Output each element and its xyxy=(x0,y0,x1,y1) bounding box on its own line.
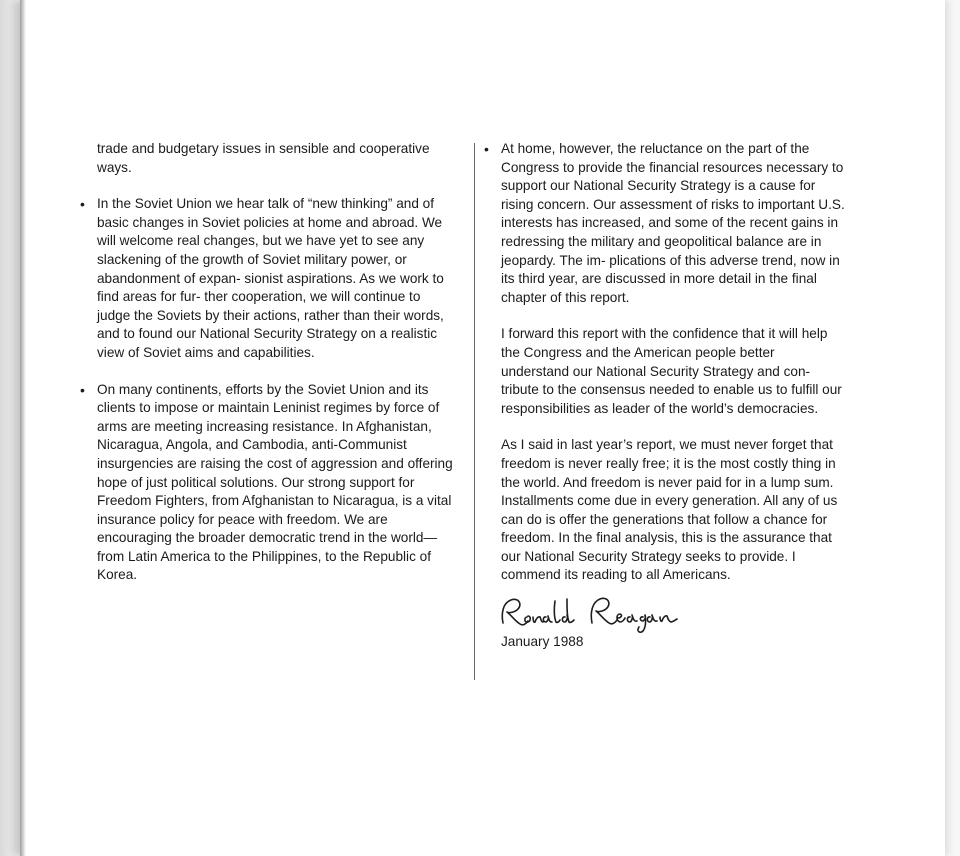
freedom-paragraph: As I said in last year’s report, we must never forget that freedom is never really free; it is the most costly thing in the world. And freedom is never paid for in a lump sum. Installments come due in every generation. All any of us can do is offer the generations that follow a chance for freedom. In the final analysis, this is the assurance that our National Security Strategy seeks to provide. I commend its reading to all Americans. xyxy=(501,437,838,583)
signature-image xyxy=(497,593,682,635)
bullet-continents xyxy=(80,381,457,586)
document-page xyxy=(20,0,945,856)
bullet-marker: • xyxy=(484,141,489,157)
forward-paragraph: I forward this report with the confidence that it will help the Congress and the American people better understand our National Security Strategy and con- tribute to the consensus needed to enable us to fulfill our responsibilities as leader of the world’s democracies. xyxy=(501,326,842,416)
bullet-at-home xyxy=(484,140,846,307)
right-column xyxy=(484,140,846,652)
bullet-text: On many continents, efforts by the Soviet Union and its clients to impose or maintain Leninist regimes by force of arms are meeting increasing resistance. In Afghanistan, Nicaragua, Angola, and Cambodia, anti-Communist insurgencies are raising the cost of aggression and offering hope of just political solutions. Our strong support for Freedom Fighters, from Afghanistan to Nicaragua, is a vital insurance policy for peace with freedom. We are encouraging the broader democratic trend in the world—from Latin America to the Philippines, to the Republic of Korea. xyxy=(97,381,453,583)
continuation-paragraph: trade and budgetary issues in sensible and cooperative ways. xyxy=(97,141,430,175)
bullet-marker: • xyxy=(80,196,85,213)
bullet-text: In the Soviet Union we hear talk of “new thinking” and of basic changes in Soviet policies at home and abroad. We will welcome real changes, but we have yet to see any slackening of the growth of Soviet military power, or abandonment of expan- sionist aspirations. As we work to find areas for fur- ther cooperation, we will continue to judge the Soviets by their actions, rather than their words, and to found our National Security Strategy on a realistic view of Soviet aims and capabilities. xyxy=(97,196,444,360)
signature-date: January 1988 xyxy=(501,634,584,650)
left-column xyxy=(80,140,457,585)
page-shadow-edge xyxy=(20,0,26,856)
bullet-marker: • xyxy=(80,381,85,398)
bullet-text: At home, however, the reluctance on the part of the Congress to provide the financial resources necessary to support our National Security Strategy is a cause for rising concern. Our assessment of risks to important U.S. interests has increased, and some of the recent gains in redressing the military and geopolitical balance are in jeopardy. The im- plications of this adverse trend, now in its third year, are discussed in more detail in the final chapter of this report. xyxy=(501,141,845,305)
column-divider xyxy=(474,143,475,680)
bullet-soviet-union xyxy=(80,195,457,362)
